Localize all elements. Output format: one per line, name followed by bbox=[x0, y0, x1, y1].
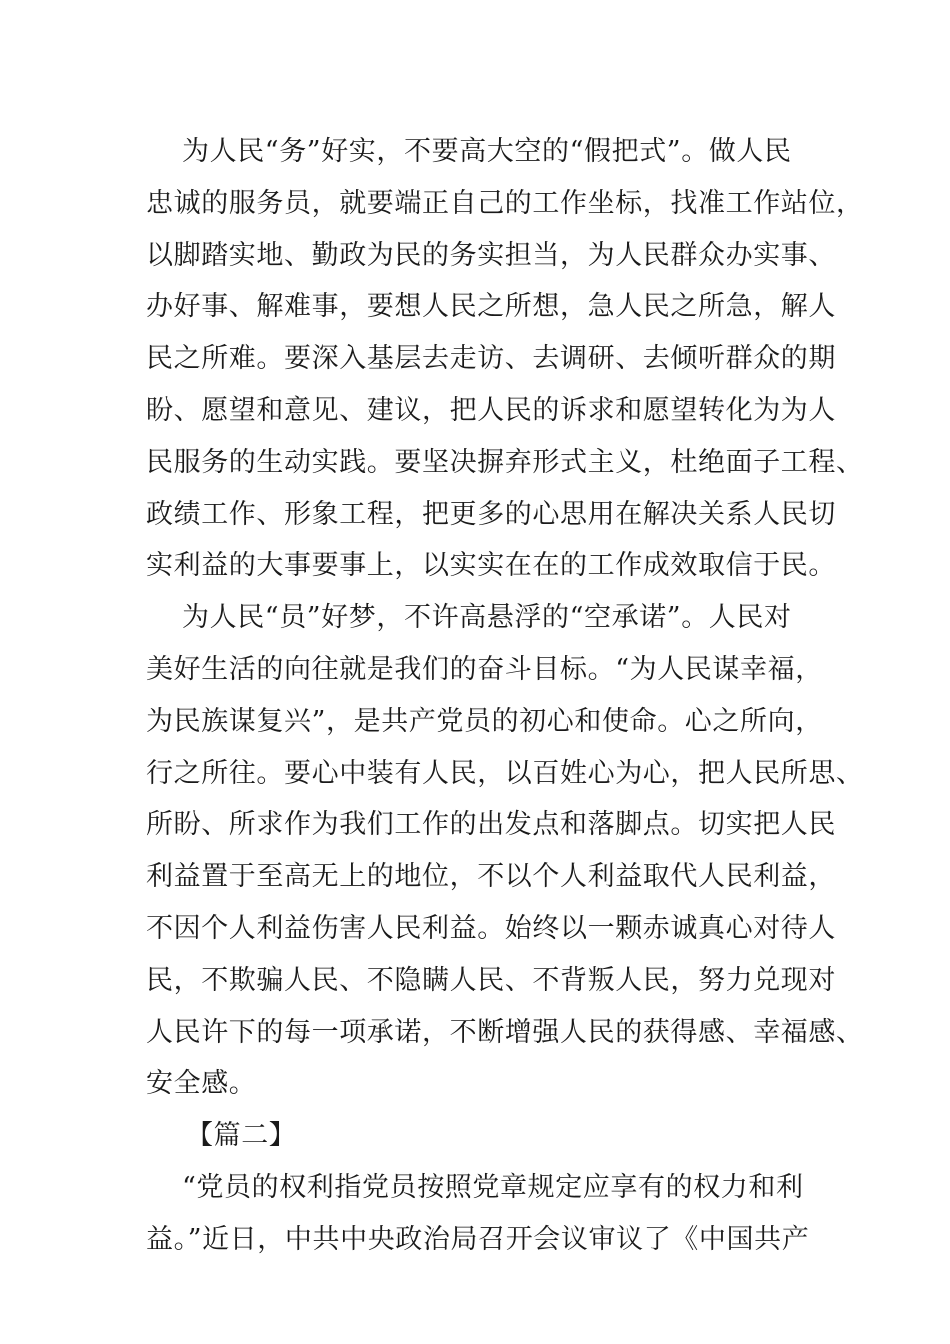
paragraph-1 bbox=[146, 126, 864, 592]
paragraph-line: “党员的权利指党员按照党章规定应享有的权力和利 bbox=[182, 1171, 804, 1203]
section-heading: 【篇二】 bbox=[186, 1120, 297, 1152]
paragraph-line: 不因个人利益伤害人民利益。始终以一颗赤诚真心对待人 bbox=[146, 912, 836, 944]
paragraph-line: 为人民“务”好实，不要高大空的“假把式”。做人民 bbox=[182, 136, 792, 167]
paragraph-line: 利益置于至高无上的地位，不以个人利益取代人民利益， bbox=[146, 861, 836, 893]
paragraph-line: 所盼、所求作为我们工作的出发点和落脚点。切实把人民 bbox=[146, 809, 836, 841]
paragraph-3 bbox=[146, 1162, 810, 1266]
paragraph-line: 为人民“员”好梦，不许高悬浮的“空承诺”。人民对 bbox=[182, 602, 792, 634]
paragraph-line: 安全感。 bbox=[146, 1068, 257, 1100]
paragraph-line: 办好事、解难事，要想人民之所想，急人民之所急，解人 bbox=[146, 291, 836, 323]
paragraph-line: 实利益的大事要事上，以实实在在的工作成效取信于民。 bbox=[146, 550, 836, 582]
paragraph-line: 美好生活的向往就是我们的奋斗目标。“为人民谋幸福， bbox=[146, 653, 823, 685]
paragraph-line: 忠诚的服务员，就要端正自己的工作坐标，找准工作站位， bbox=[146, 187, 864, 219]
paragraph-line: 人民许下的每一项承诺，不断增强人民的获得感、幸福感、 bbox=[146, 1016, 864, 1048]
paragraph-line: 益。”近日，中共中央政治局召开会议审议了《中国共产 bbox=[146, 1223, 810, 1255]
paragraph-line: 为民族谋复兴”，是共产党员的初心和使命。心之所向， bbox=[146, 705, 823, 737]
paragraph-line: 盼、愿望和意见、建议，把人民的诉求和愿望转化为为人 bbox=[146, 394, 836, 426]
paragraph-2 bbox=[146, 592, 864, 1110]
paragraph-line: 以脚踏实地、勤政为民的务实担当，为人民群众办实事、 bbox=[146, 239, 836, 271]
paragraph-line: 政绩工作、形象工程，把更多的心思用在解决关系人民切 bbox=[146, 498, 836, 530]
paragraph-line: 民之所难。要深入基层去走访、去调研、去倾听群众的期 bbox=[146, 343, 836, 375]
paragraph-line: 行之所往。要心中装有人民，以百姓心为心，把人民所思、 bbox=[146, 757, 864, 789]
document-body bbox=[146, 126, 864, 1266]
paragraph-line: 民，不欺骗人民、不隐瞒人民、不背叛人民，努力兑现对 bbox=[146, 964, 836, 996]
paragraph-line: 民服务的生动实践。要坚决摒弃形式主义，杜绝面子工程、 bbox=[146, 446, 864, 478]
